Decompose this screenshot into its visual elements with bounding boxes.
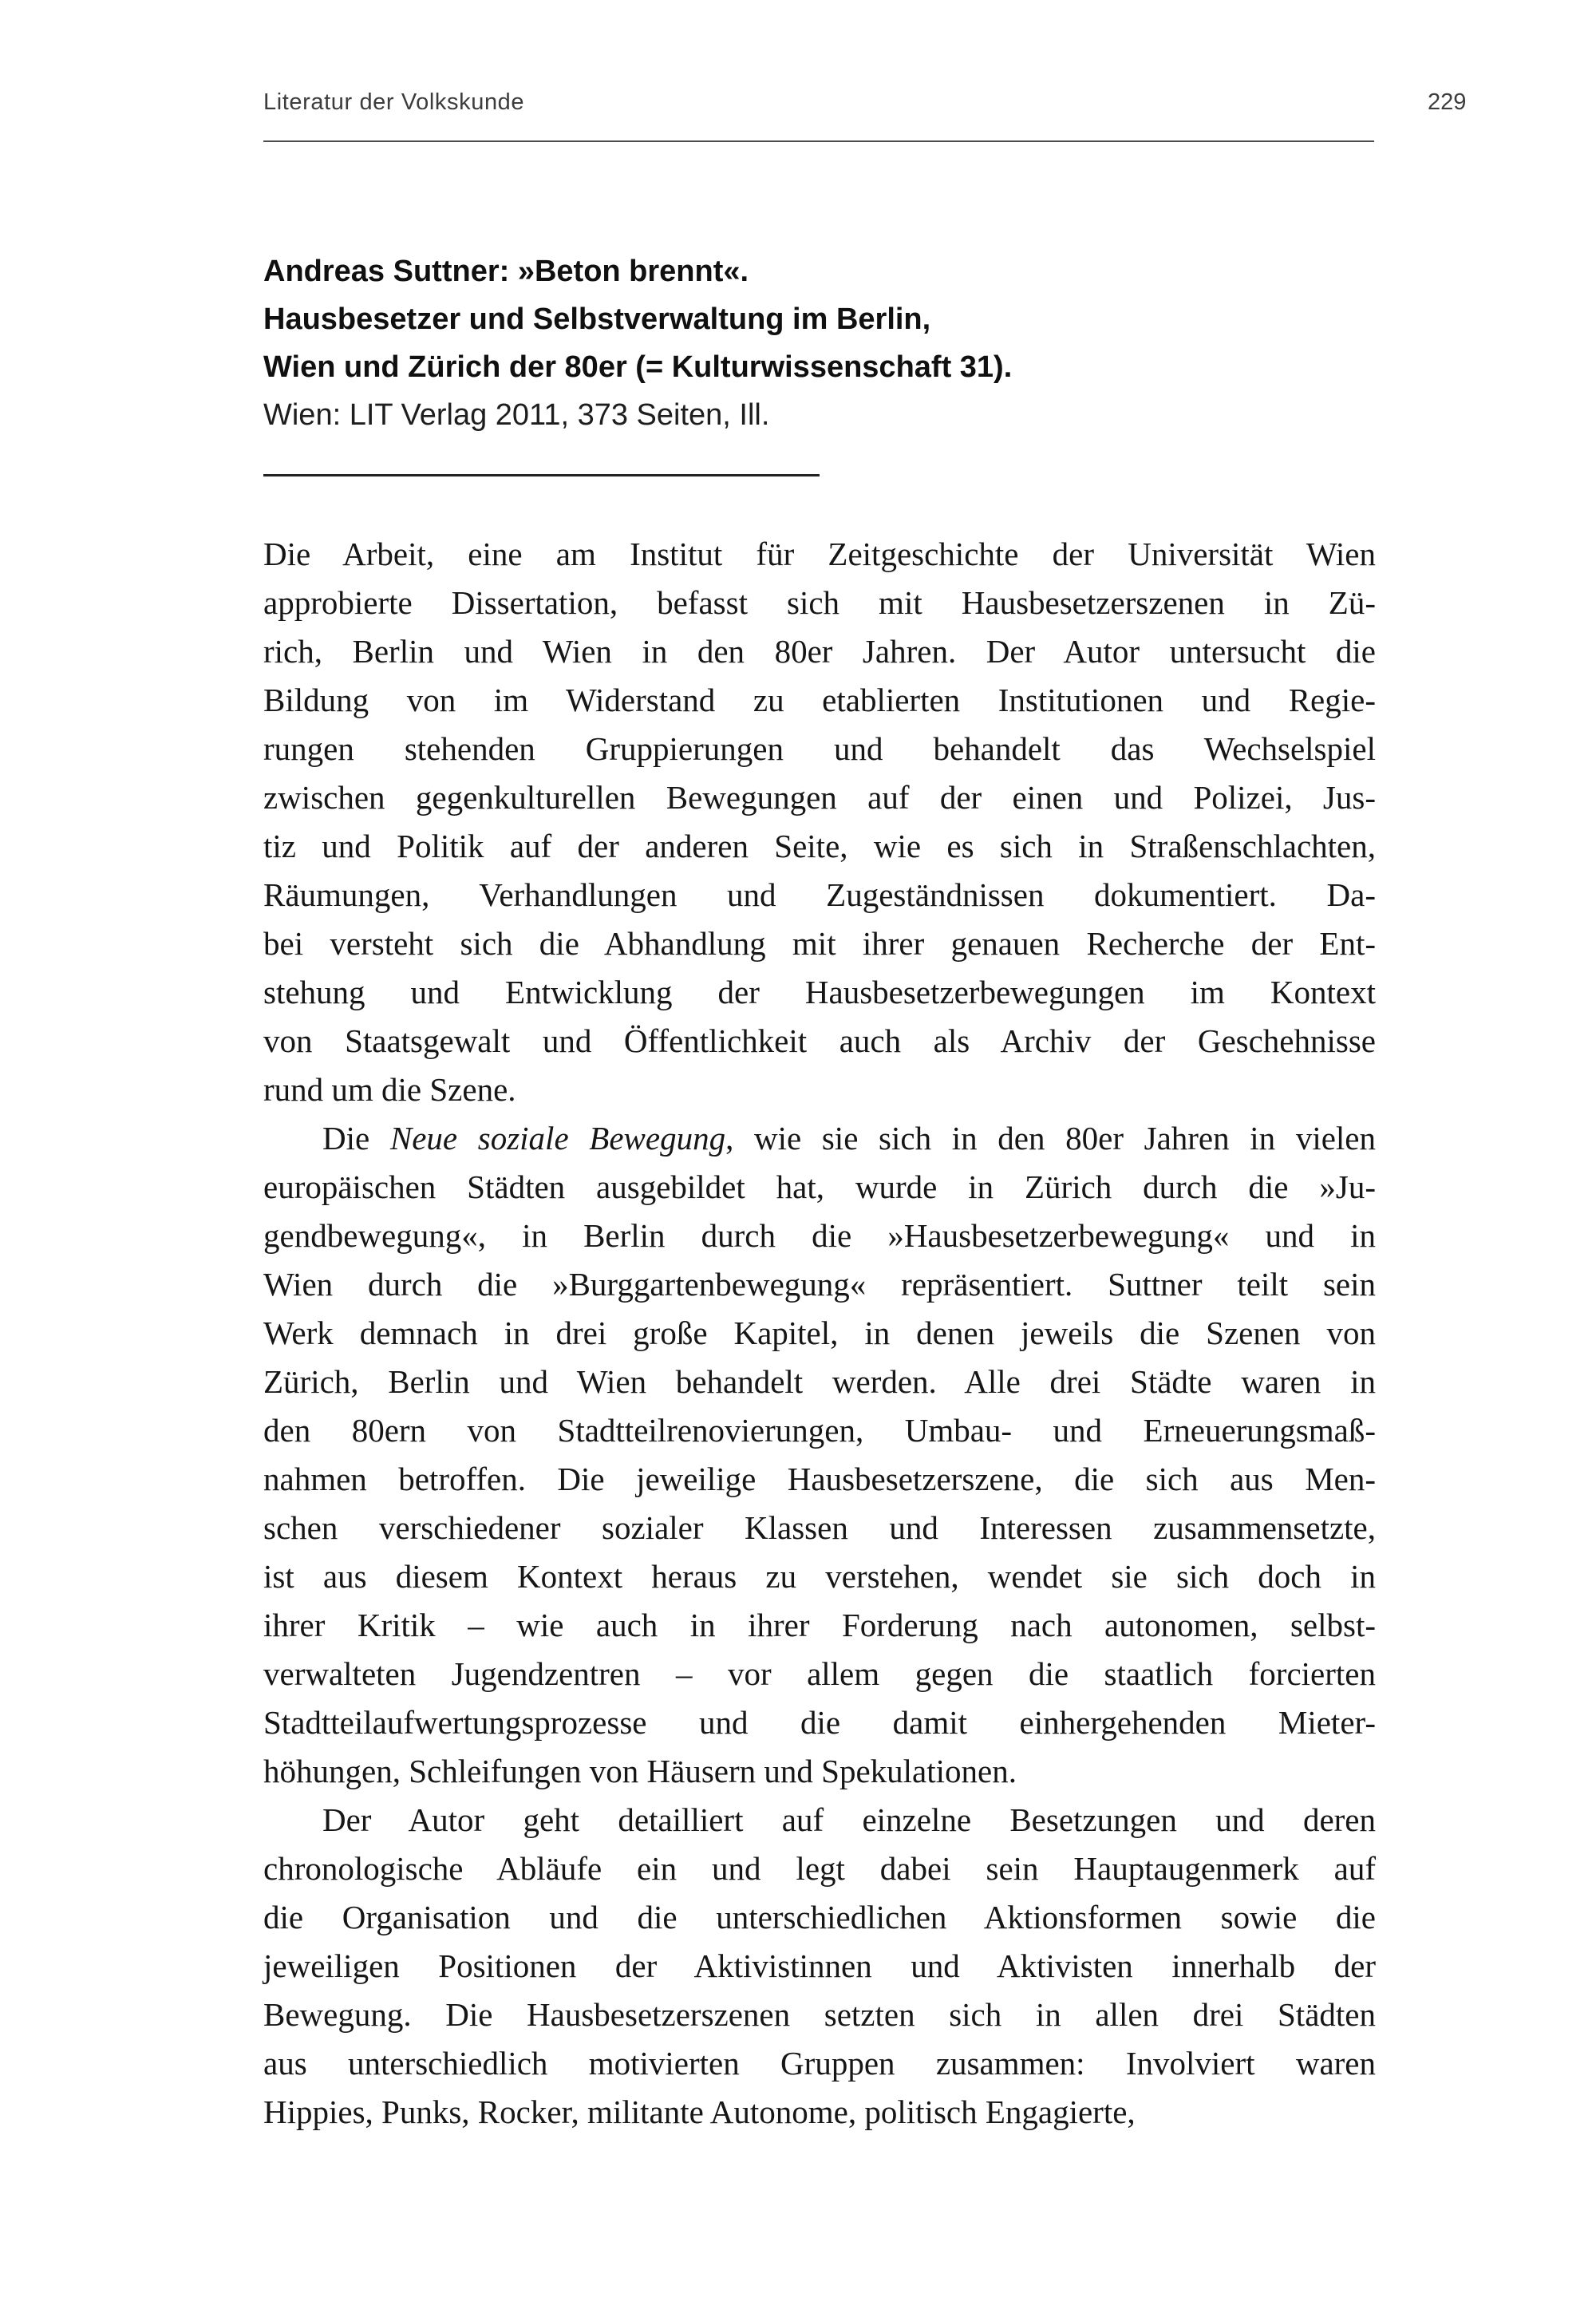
text-line: gendbewegung«, in Berlin durch die »Hausbesetzerbewegung« und in	[263, 1217, 1376, 1254]
paragraph	[263, 530, 1376, 1114]
text-line: ist aus diesem Kontext heraus zu verstehen, wendet sie sich doch in	[263, 1558, 1376, 1595]
text-line: ihrer Kritik – wie auch in ihrer Forderung nach autonomen, selbst-	[263, 1607, 1376, 1643]
text-line: die Organisation und die unterschiedlichen Aktionsformen sowie die	[263, 1899, 1376, 1935]
text-line: europäischen Städten ausgebildet hat, wurde in Zürich durch die »Ju-	[263, 1168, 1376, 1205]
text-line: Der Autor geht detailliert auf einzelne Besetzungen und deren	[322, 1801, 1376, 1838]
text-line: bei versteht sich die Abhandlung mit ihrer genauen Recherche der Ent-	[263, 925, 1376, 962]
review-title-line: Wien und Zürich der 80er (= Kulturwissenschaft 31).	[263, 350, 1013, 384]
text-line: Werk demnach in drei große Kapitel, in denen jeweils die Szenen von	[263, 1315, 1376, 1351]
review-title-line: Andreas Suttner: »Beton brennt«.	[263, 255, 749, 288]
text-line: Bewegung. Die Hausbesetzerszenen setzten sich in allen drei Städten	[263, 1996, 1376, 2033]
review-title-line: Hausbesetzer und Selbstverwaltung im Berlin,	[263, 302, 931, 336]
plain-text: , wie sie sich in den 80er Jahren in vielen	[725, 1120, 1377, 1156]
text-line: Zürich, Berlin und Wien behandelt werden. Alle drei Städte waren in	[263, 1363, 1376, 1400]
header-rule	[263, 140, 1374, 142]
page-number: 229	[1428, 89, 1467, 115]
text-line: approbierte Dissertation, befasst sich mit Hausbesetzerszenen in Zü-	[263, 584, 1376, 621]
paragraph	[263, 1796, 1376, 2137]
paragraph	[263, 1114, 1376, 1796]
text-line: Die Arbeit, eine am Institut für Zeitgeschichte der Universität Wien	[263, 536, 1376, 572]
text-line: rungen stehenden Gruppierungen und behandelt das Wechselspiel	[263, 730, 1376, 767]
italic-text: Neue soziale Bewegung	[389, 1120, 726, 1156]
plain-text: Die	[322, 1120, 390, 1156]
running-header: Literatur der Volkskunde	[263, 89, 525, 115]
text-line: rich, Berlin und Wien in den 80er Jahren. Der Autor untersucht die	[263, 633, 1376, 670]
title-separator-rule	[263, 474, 820, 476]
text-line: verwalteten Jugendzentren – vor allem gegen die staatlich forcierten	[263, 1655, 1376, 1692]
text-line: jeweiligen Positionen der Aktivistinnen und Aktivisten innerhalb der	[263, 1947, 1376, 1984]
text-line: den 80ern von Stadtteilrenovierungen, Umbau- und Erneuerungsmaß-	[263, 1412, 1376, 1449]
text-line: stehung und Entwicklung der Hausbesetzerbewegungen im Kontext	[263, 974, 1376, 1010]
body-text	[263, 530, 1376, 2137]
text-line: Räumungen, Verhandlungen und Zugeständnissen dokumentiert. Da-	[263, 876, 1376, 913]
text-line: Hippies, Punks, Rocker, militante Autonome, politisch Engagierte,	[263, 2094, 1136, 2130]
text-line: schen verschiedener sozialer Klassen und Interessen zusammensetzte,	[263, 1509, 1376, 1546]
text-line: Stadtteilaufwertungsprozesse und die damit einhergehenden Mieter-	[263, 1704, 1376, 1741]
text-line: von Staatsgewalt und Öffentlichkeit auch als Archiv der Geschehnisse	[263, 1022, 1376, 1059]
text-line: Wien durch die »Burggartenbewegung« repräsentiert. Suttner teilt sein	[263, 1266, 1376, 1303]
text-line: zwischen gegenkulturellen Bewegungen auf der einen und Polizei, Jus-	[263, 779, 1376, 816]
text-line: nahmen betroffen. Die jeweilige Hausbesetzerszene, die sich aus Men-	[263, 1461, 1376, 1497]
text-line: aus unterschiedlich motivierten Gruppen zusammen: Involviert waren	[263, 2045, 1376, 2082]
text-line	[263, 1114, 1376, 1163]
text-line: tiz und Politik auf der anderen Seite, wie es sich in Straßenschlachten,	[263, 828, 1376, 864]
text-line: rund um die Szene.	[263, 1071, 516, 1108]
review-heading	[263, 247, 1404, 439]
text-line: höhungen, Schleifungen von Häusern und Spekulationen.	[263, 1753, 1017, 1789]
text-line: chronologische Abläufe ein und legt dabei sein Hauptaugenmerk auf	[263, 1850, 1376, 1887]
text-line: Bildung von im Widerstand zu etablierten Institutionen und Regie-	[263, 682, 1376, 718]
review-imprint: Wien: LIT Verlag 2011, 373 Seiten, Ill.	[263, 398, 770, 432]
